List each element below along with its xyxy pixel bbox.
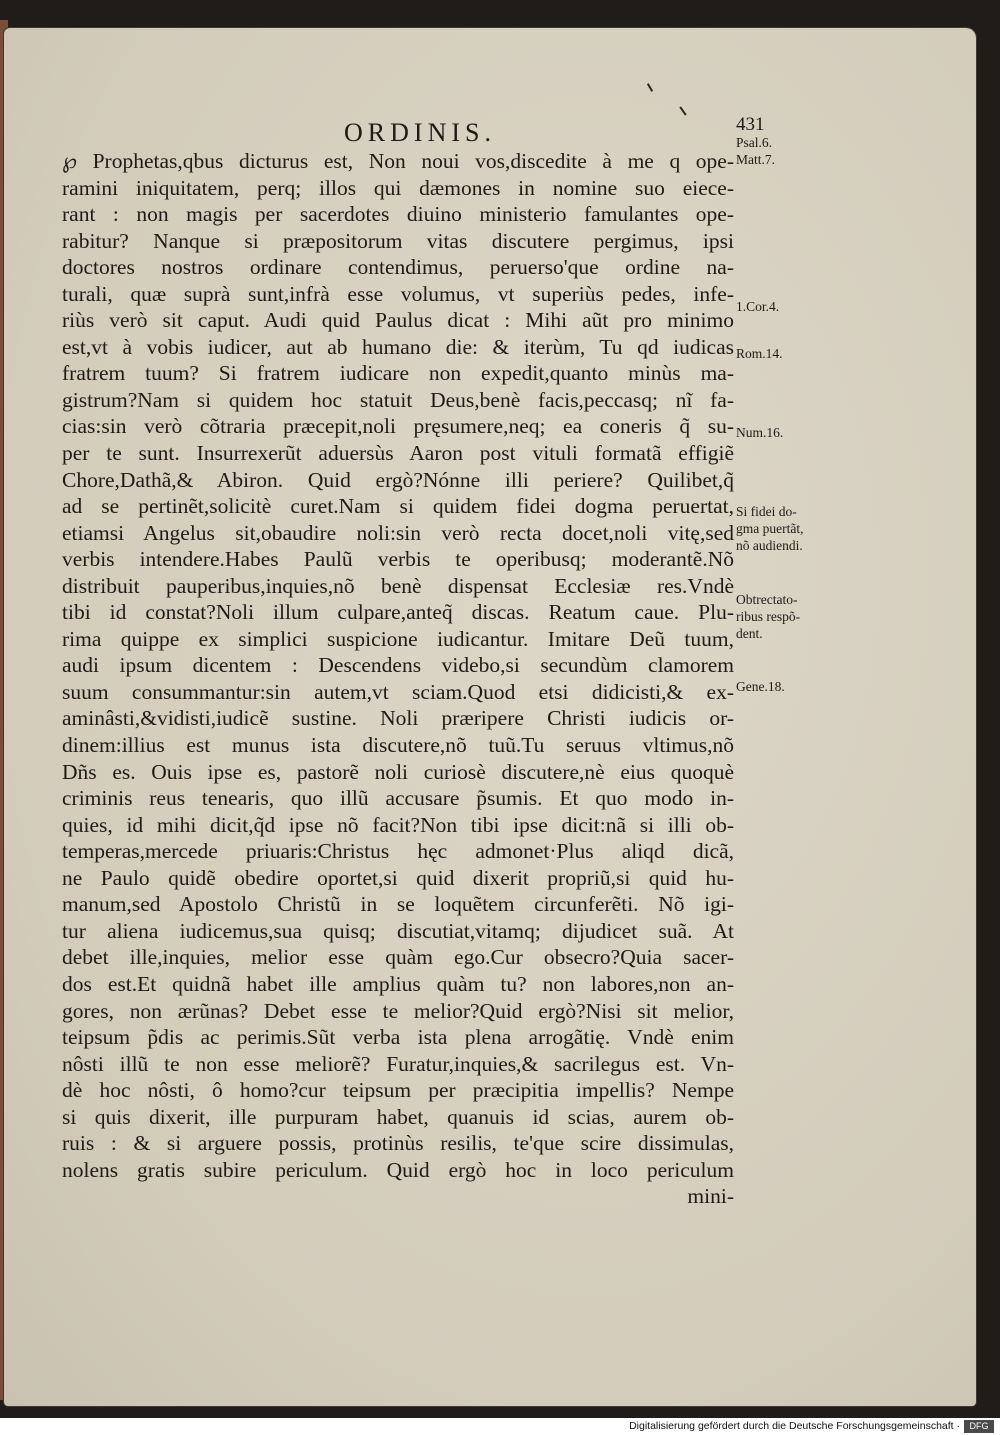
catchword: mini- bbox=[687, 1184, 734, 1209]
text-line: riùs verò sit caput. Audi quid Paulus dicat : Mihi aũt pro minimo bbox=[62, 308, 734, 333]
margin-note-rom: Rom.14. bbox=[736, 346, 783, 361]
text-line: Dñs es. Ouis ipse es, pastorẽ noli curiosè discutere,nè eius quoquè bbox=[62, 759, 734, 784]
page-number: 431 bbox=[736, 114, 765, 135]
ink-speck bbox=[679, 106, 686, 115]
text-line: teipsum p̃dis ac perimis.Sũt verba ista plena arrogãtię. Vndè enim bbox=[62, 1025, 734, 1050]
margin-note-obtrectatoribus: Obtrectato- ribus respõ- dent. bbox=[736, 592, 801, 641]
text-line: ad se pertinẽt,solicitè curet.Nam si quidem fidei dogma peruertat, bbox=[62, 494, 734, 519]
dfg-logo: DFG bbox=[964, 1420, 994, 1433]
text-line: nôsti illũ te non esse meliorẽ? Furatur,inquies,& sacrilegus est. Vn- bbox=[62, 1051, 734, 1076]
text-line: distribuit pauperibus,inquies,nõ benè dispensat Ecclesiæ res.Vndè bbox=[62, 573, 734, 598]
text-line: doctores nostros ordinare contendimus, peruerso'que ordine na- bbox=[62, 255, 734, 280]
text-line: rabitur? Nanque si præpositorum vitas discutere pergimus, ipsi bbox=[62, 228, 734, 253]
running-title: ORDINIS. bbox=[344, 118, 496, 147]
text-line: ramini iniquitatem, perq; illos qui dæmones in nomine suo eiece- bbox=[62, 175, 734, 200]
text-line: cias:sin verò cõtraria præcepit,noli pręsumere,neq; ea coneris q̃ su- bbox=[62, 414, 734, 439]
text-line: nolens gratis subire periculum. Quid ergò hoc in loco periculum bbox=[62, 1157, 734, 1182]
text-line: manum,sed Apostolo Christũ in se loquẽtem circunferẽti. Nõ igi- bbox=[62, 892, 734, 917]
text-line: turali, quæ suprà sunt,infrà esse volumus, vt superiùs pedes, infe- bbox=[62, 281, 734, 306]
text-line: ℘ Prophetas,qbus dicturus est, Non noui vos,discedite à me q ope- bbox=[62, 149, 734, 173]
text-line: ruis : & si arguere possis, protinùs resilis, te'que scire dissimulas, bbox=[62, 1131, 734, 1156]
text-line: dè hoc nôsti, ô homo?cur teipsum per præcipitia impellis? Nempe bbox=[62, 1078, 734, 1103]
ink-speck bbox=[647, 83, 653, 92]
text-line: gores, non ærũnas? Debet esse te melior?Quid ergò?Nisi sit melior, bbox=[62, 998, 734, 1023]
text-line: audi ipsum dicentem : Descendens videbo,si secundùm clamorem bbox=[62, 653, 734, 678]
margin-note-psal-matt: Psal.6. Matt.7. bbox=[736, 135, 775, 167]
text-line: etiamsi Angelus sit,obaudire noli:sin verò recta docet,noli vitę,sed bbox=[62, 520, 734, 545]
funding-notice: Digitalisierung gefördert durch die Deutsche Forschungsgemeinschaft · bbox=[629, 1420, 960, 1432]
text-line: suum consummantur:sin autem,vt sciam.Quod etsi didicisti,& ex- bbox=[62, 679, 734, 704]
text-line: verbis intendere.Habes Paulũ verbis te operibusq; moderantẽ.Nõ bbox=[62, 547, 734, 572]
text-line: rima quippe ex simplici suspicione iudicantur. Imitare Deũ tuum, bbox=[62, 626, 734, 651]
text-line: rant : non magis per sacerdotes diuino ministerio famulantes ope- bbox=[62, 202, 734, 227]
text-line: fratrem tuum? Si fratrem iudicare non expedit,quanto minùs ma- bbox=[62, 361, 734, 386]
text-line: Chore,Dathã,& Abiron. Quid ergò?Nónne illi periere? Quilibet,q̃ bbox=[62, 467, 734, 492]
text-line: tur aliena iudicemus,sua quisq; discutiat,vitamq; dijudicet suã. At bbox=[62, 918, 734, 943]
text-line: debet ille,inquies, melior esse quàm ego.Cur obsecro?Quia sacer- bbox=[62, 945, 734, 970]
text-line: dos est.Et quidnã habet ille amplius quàm tu? non labores,non an- bbox=[62, 971, 734, 996]
text-line: dinem:illius est munus ista discutere,nõ tuũ.Tu seruus vltimus,nõ bbox=[62, 733, 734, 758]
text-line: est,vt à vobis iudicer, aut ab humano die: & iterùm, Tu qd iudicas bbox=[62, 334, 734, 359]
text-line: quies, id mihi dicit,q̃d ipse nõ facit?Non tibi ipse dicit:nã si illi ob- bbox=[62, 812, 734, 837]
text-line: ne Paulo quidẽ obedire oportet,si quid dixerit propriũ,si quid hu- bbox=[62, 865, 734, 890]
text-line: aminâsti,&vidisti,iudicẽ sustine. Noli præripere Christi iudicis or- bbox=[62, 706, 734, 731]
margin-note-num: Num.16. bbox=[736, 425, 784, 440]
text-line: temperas,mercede priuaris:Christus hęc admonet·Plus aliqd dicã, bbox=[62, 839, 734, 864]
margin-note-si-fidei: Si fidei do- gma puertãt, nõ audiendi. bbox=[736, 504, 804, 553]
margin-note-gene: Gene.18. bbox=[736, 679, 785, 694]
footer-bar bbox=[0, 1418, 1000, 1435]
body-text bbox=[62, 148, 734, 1210]
text-line: per te sunt. Insurrexerũt aduersùs Aaron post vituli formatã effigiẽ bbox=[62, 441, 734, 466]
text-line: tibi id constat?Noli illum culpare,anteq̃ discas. Reatum caue. Plu- bbox=[62, 600, 734, 625]
text-line: criminis reus tenearis, quo illũ accusare p̃sumis. Et quo modo in- bbox=[62, 786, 734, 811]
margin-note-1cor: 1.Cor.4. bbox=[736, 299, 780, 314]
text-line: si quis dixerit, ille purpuram habet, quanuis id scias, aurem ob- bbox=[62, 1104, 734, 1129]
text-line: gistrum?Nam si quidem hoc statuit Deus,benè facis,peccasq; nĩ fa- bbox=[62, 387, 734, 412]
